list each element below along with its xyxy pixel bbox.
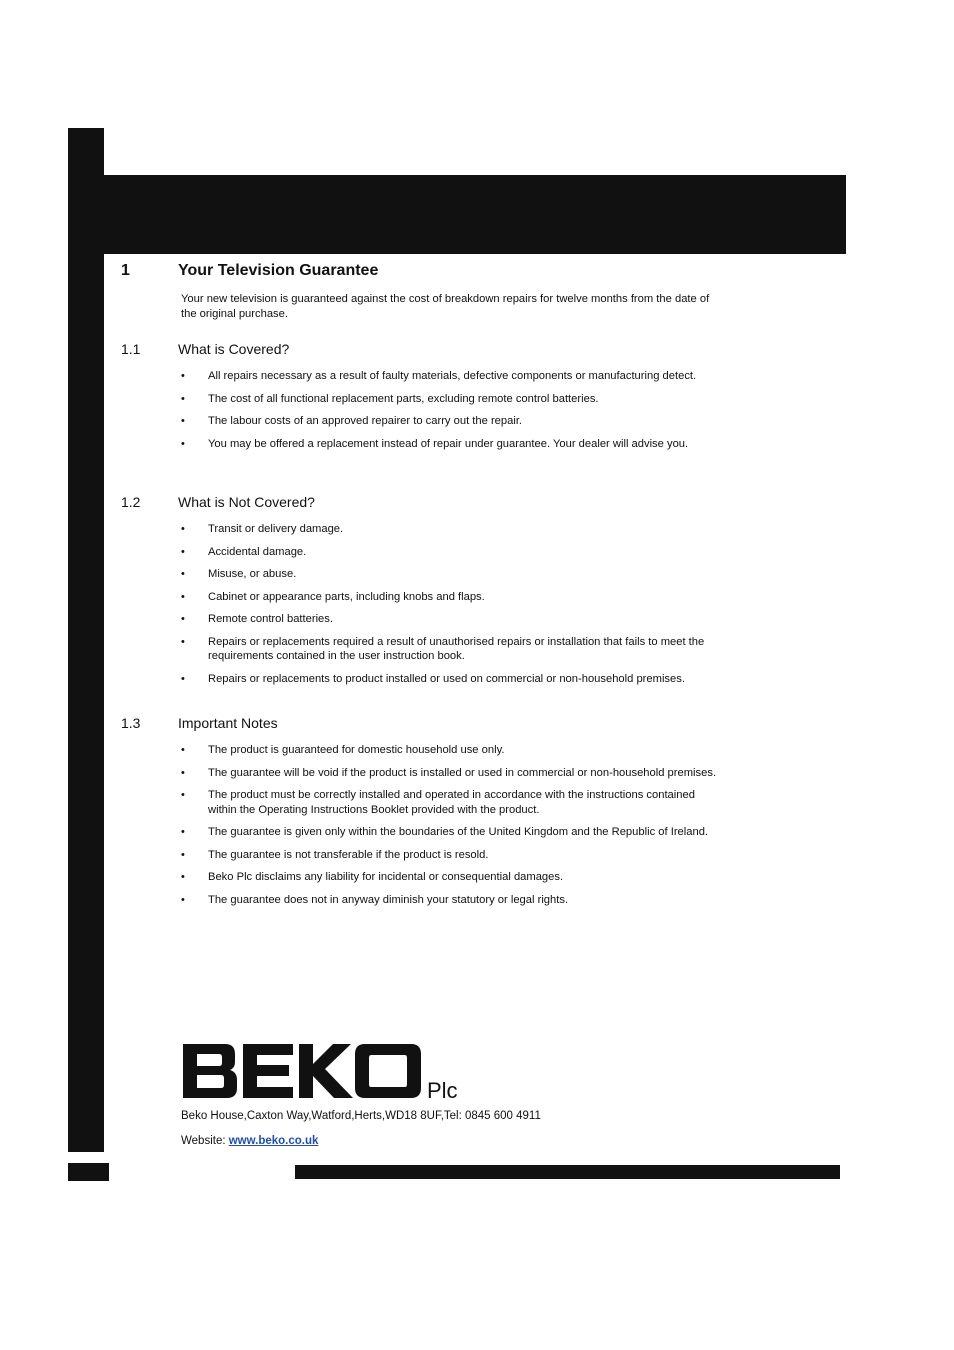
- website-label: Website:: [181, 1135, 229, 1147]
- website-link[interactable]: www.beko.co.uk: [228, 1135, 319, 1147]
- bullet-icon: •: [181, 613, 185, 625]
- bullet-icon: •: [181, 370, 185, 382]
- left-margin-bar: [68, 128, 104, 1152]
- section-title-covered: What is Covered?: [178, 341, 290, 357]
- list-item: • The cost of all functional replacement parts, excluding remote control batteries.: [181, 392, 599, 405]
- beko-logo: [181, 1040, 481, 1102]
- list-item: • All repairs necessary as a result of faulty materials, defective components or manufacturing detect.: [181, 370, 697, 382]
- bullet-icon: •: [181, 766, 185, 779]
- section-title-not-covered: What is Not Covered?: [178, 494, 315, 510]
- logo-suffix: Plc: [427, 1078, 458, 1102]
- intro-paragraph: Your new television is guaranteed against the cost of breakdown repairs for twelve months from the date of the original purchase.: [181, 293, 710, 320]
- bullet-icon: •: [181, 789, 185, 801]
- bullet-icon: •: [181, 392, 185, 405]
- section-number: 1.2: [121, 494, 141, 510]
- bullet-icon: •: [181, 568, 185, 580]
- list-item: • The guarantee is given only within the boundaries of the United Kingdom and the Republic of Ireland.: [181, 826, 709, 838]
- list-item: • Transit or delivery damage.: [181, 523, 344, 535]
- bullet-icon: •: [181, 590, 185, 603]
- list-item: • Repairs or replacements required a result of unauthorised repairs or installation that fails to meet the requirements contained in the user instruction book.: [181, 635, 705, 662]
- covered-list: [178, 369, 723, 459]
- page-title: Your Television Guarantee: [178, 262, 379, 279]
- list-item: • Remote control batteries.: [181, 613, 333, 625]
- footer-bar-left: [68, 1163, 109, 1181]
- section-number: 1.1: [121, 341, 141, 357]
- bullet-icon: •: [181, 826, 185, 838]
- bullet-icon: •: [181, 848, 185, 861]
- bullet-icon: •: [181, 415, 185, 427]
- list-item: • The product is guaranteed for domestic household use only.: [181, 744, 505, 756]
- header-band: [104, 175, 846, 254]
- bullet-icon: •: [181, 523, 185, 535]
- list-item: • You may be offered a replacement instead of repair under guarantee. Your dealer will advise you.: [181, 437, 689, 450]
- bullet-icon: •: [181, 871, 185, 883]
- section-number: 1.3: [121, 715, 141, 731]
- list-item: • The guarantee does not in anyway diminish your statutory or legal rights.: [181, 893, 569, 906]
- list-item: • Repairs or replacements to product installed or used on commercial or non-household premises.: [181, 672, 685, 685]
- bullet-icon: •: [181, 545, 185, 558]
- list-item: • Cabinet or appearance parts, including knobs and flaps.: [181, 590, 485, 603]
- list-item: • The product must be correctly installed and operated in accordance with the instructions contained within the Operating Instructions Booklet provided with the product.: [181, 789, 695, 816]
- list-item: • The labour costs of an approved repairer to carry out the repair.: [181, 415, 523, 427]
- list-item: • Accidental damage.: [181, 545, 307, 558]
- list-item: • The guarantee will be void if the product is installed or used in commercial or non-household premises.: [181, 766, 717, 779]
- bullet-icon: •: [181, 437, 185, 450]
- notes-list: [178, 743, 723, 915]
- list-item: • Beko Plc disclaims any liability for incidental or consequential damages.: [181, 871, 564, 883]
- website-line: [181, 1135, 318, 1147]
- list-item: • The guarantee is not transferable if the product is resold.: [181, 848, 489, 861]
- section-number: 1: [121, 262, 130, 279]
- bullet-icon: •: [181, 672, 185, 685]
- section-title-notes: Important Notes: [178, 715, 278, 731]
- not-covered-list: [178, 522, 723, 694]
- bullet-icon: •: [181, 744, 185, 756]
- footer-bar-right: [295, 1165, 840, 1179]
- company-address: Beko House,Caxton Way,Watford,Herts,WD18 8UF,Tel: 0845 600 4911: [181, 1110, 541, 1122]
- bullet-icon: •: [181, 893, 185, 906]
- bullet-icon: •: [181, 635, 185, 648]
- list-item: • Misuse, or abuse.: [181, 568, 297, 580]
